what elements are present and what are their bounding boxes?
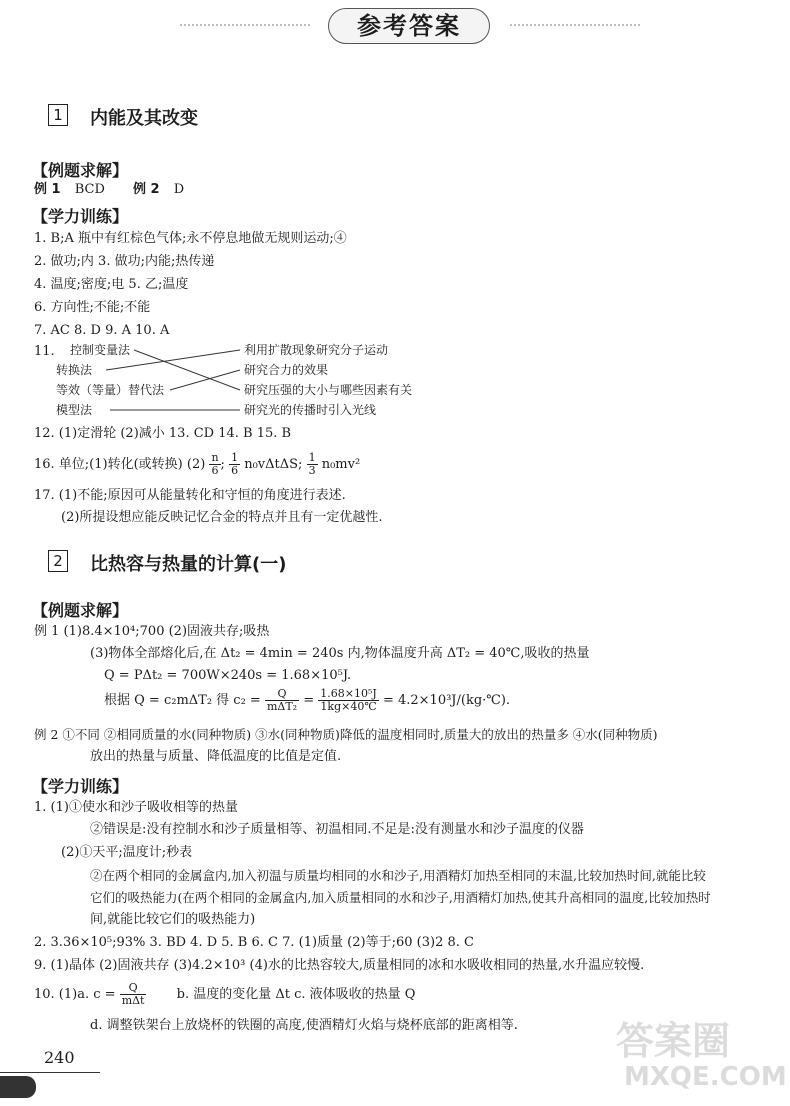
section-2-number: 2: [48, 550, 68, 572]
q11-left-item: 等效（等量）替代法: [56, 383, 165, 397]
section-2-training-heading: 【学力训练】: [32, 777, 129, 796]
q11-left-item: 转换法: [56, 363, 93, 377]
example-2-answer: D: [173, 182, 185, 197]
answer-line-q16: [34, 452, 360, 478]
watermark-bottom-text: MXQE.COM: [624, 1062, 787, 1092]
example-2-label: 例 2: [133, 182, 160, 197]
section-1-example-heading: 【例题求解】: [32, 161, 129, 180]
q11-right-item: 利用扩散现象研究分子运动: [244, 343, 389, 357]
answer-line: ②错误是:没有控制水和沙子质量相等、初温相同.不足是:没有测量水和沙子温度的仪器: [90, 822, 584, 837]
footer-corner-mark: [0, 1076, 36, 1098]
answer-line: 12. (1)定滑轮 (2)减小 13. CD 14. B 15. B: [34, 426, 292, 441]
formula-result: = 4.2×10³J/(kg·℃).: [382, 693, 511, 708]
footer-rule: [0, 1072, 100, 1073]
answer-line: 2. 做功;内 3. 做功;内能;热传递: [34, 254, 215, 269]
section-1-title: 内能及其改变: [90, 108, 198, 129]
watermark-top-text: 答案圈: [616, 1019, 731, 1063]
fraction: $\frac{1}{3}$: [308, 451, 316, 477]
answer-line: 1. (1)①使水和沙子吸收相等的热量: [34, 800, 238, 815]
section-2-example-heading: 【例题求解】: [32, 601, 129, 620]
section-2-title: 比热容与热量的计算(一): [90, 554, 287, 575]
answer-line: 6. 方向性;不能;不能: [34, 300, 151, 315]
fraction: $\frac{\text{1.68×10⁵J}}{1kg\times 40℃}$: [320, 687, 377, 713]
match-line: [106, 350, 240, 370]
q11-left-item: 控制变量法: [70, 343, 131, 357]
example-1-label: 例 1: [34, 182, 61, 197]
fraction: $\frac{n}{6}$: [211, 451, 219, 477]
answer-line: 9. (1)晶体 (2)固液共存 (3)4.2×10³ (4)水的比热容较大,质量相同的冰和水吸收相同的热量,水升温应较慢.: [34, 958, 645, 973]
page-number: 240: [44, 1048, 75, 1067]
q11-right-item: 研究合力的效果: [244, 363, 329, 377]
answer-line-q10: [34, 980, 415, 1010]
header-title: 参考答案: [357, 12, 461, 40]
section-1-training-heading: 【学力训练】: [32, 207, 129, 226]
q11-left-item: 模型法: [56, 403, 93, 417]
answer-line: 2. 3.36×10⁵;93% 3. BD 4. D 5. B 6. C 7. (1)质量 (2)等于;60 (3)2 8. C: [34, 935, 474, 950]
formula-text: 根据 Q = c₂mΔT₂ 得 c₂ =: [104, 693, 261, 708]
q11-right-item: 研究压强的大小与哪些因素有关: [244, 383, 413, 397]
answer-line: ②在两个相同的金属盒内,加入初温与质量均相同的水和沙子,用酒精灯加热至相同的末温,比较加热时间,就能比较: [90, 868, 706, 883]
match-line: [134, 350, 240, 390]
equals-sign: =: [303, 693, 315, 708]
section-1-number: 1: [48, 104, 68, 126]
answer-line: 间,就能比较它们的吸热能力): [90, 912, 256, 927]
answer-line: Q = PΔt₂ = 700W×240s = 1.68×10⁵J.: [104, 668, 352, 683]
answer-line: 例 2 ①不同 ②相同质量的水(同种物质) ③水(同种物质)降低的温度相同时,质量大的放出的热量多 ④水(同种物质): [34, 727, 658, 742]
answer-line-formula: [104, 686, 510, 716]
answer-line: (2)所提设想应能反映记忆合金的特点并且有一定优越性.: [61, 510, 383, 525]
answer-line: 它们的吸热能力(在两个相同的金属盒内,加入质量相同的水和沙子,用酒精灯加热,使其升高相同的温度,比较加热时: [90, 890, 711, 905]
q10-rest: b. 温度的变化量 Δt c. 液体吸收的热量 Q: [176, 987, 416, 1002]
fraction: $\frac{Q}{\text{mΔt}}$: [121, 981, 145, 1007]
q16-sep: ;: [220, 457, 225, 472]
answer-line: 1. B;A 瓶中有红棕色气体;永不停息地做无规则运动;④: [34, 231, 347, 246]
q10-text: 10. (1)a. c =: [34, 987, 116, 1002]
match-line: [170, 370, 240, 390]
answer-line: d. 调整铁架台上放烧杯的铁圈的高度,使酒精灯火焰与烧杯底部的距离相等.: [90, 1018, 518, 1033]
answer-line: 17. (1)不能;原因可从能量转化和守恒的角度进行表述.: [34, 488, 346, 503]
answer-line: (3)物体全部熔化后,在 Δt₂ = 4min = 240s 内,物体温度升高 ΔT₂ = 40℃,吸收的热量: [90, 646, 590, 661]
q11-right-item: 研究光的传播时引入光线: [244, 403, 377, 417]
answer-line: 7. AC 8. D 9. A 10. A: [34, 323, 170, 338]
fraction: $\frac{Q}{\text{mΔT₂}}$: [266, 687, 298, 713]
q16-end: n₀mv²: [321, 457, 361, 472]
q16-text: 16. 单位;(1)转化(或转换) (2): [34, 457, 206, 472]
fraction: $\frac{1}{6}$: [231, 451, 239, 477]
q11-matching-lines: [0, 0, 790, 430]
answer-line: 4. 温度;密度;电 5. 乙;温度: [34, 277, 189, 292]
answer-line: 例 1 (1)8.4×10⁴;700 (2)固液共存;吸热: [34, 624, 270, 639]
q16-mid: n₀vΔtΔS;: [244, 457, 303, 472]
answer-line: 放出的热量与质量、降低温度的比值是定值.: [90, 749, 342, 764]
watermark: [610, 1010, 787, 1100]
example-1-answer: BCD: [74, 182, 105, 197]
answer-line: (2)①天平;温度计;秒表: [61, 845, 193, 860]
q11-label: 11.: [34, 344, 55, 359]
